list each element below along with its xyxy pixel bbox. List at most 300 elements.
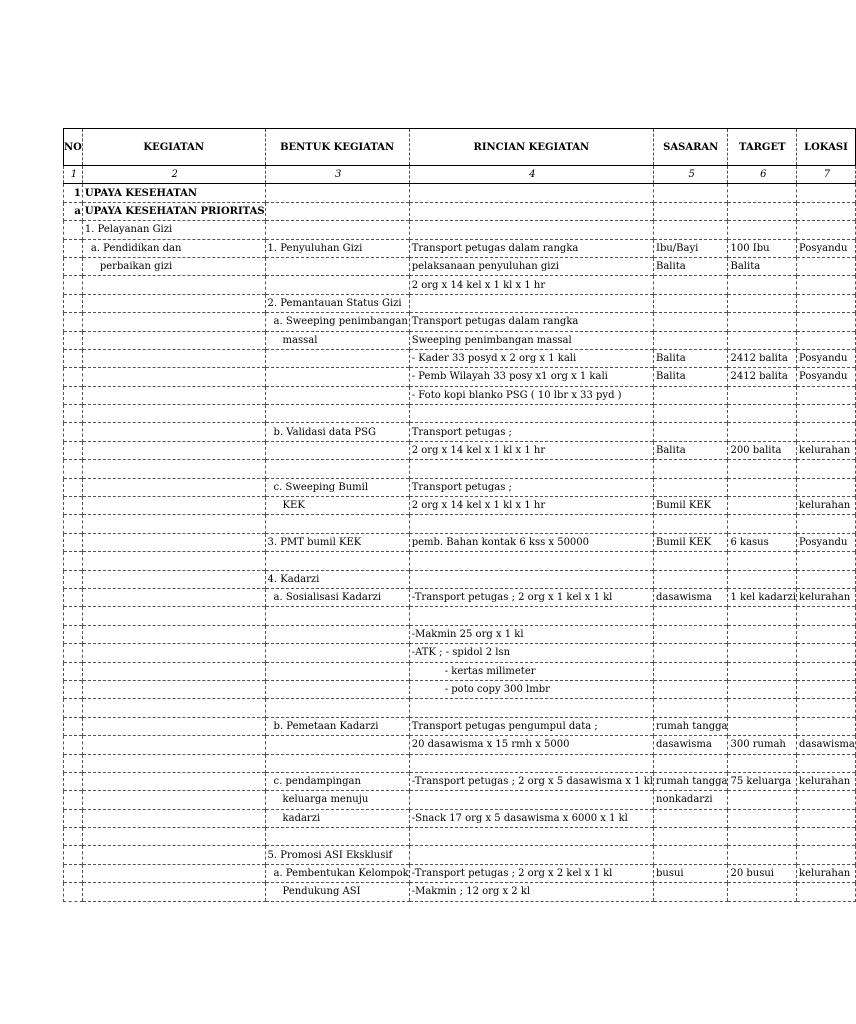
table-row: [64, 552, 856, 570]
cell-rincian: [409, 202, 653, 220]
cell-kegiatan: [82, 294, 265, 312]
cell-lokasi: [797, 478, 856, 496]
cell-rincian: -Makmin 25 org x 1 kl: [409, 625, 653, 643]
cell-no: [64, 828, 83, 846]
table-row: [64, 717, 856, 735]
cell-sasaran: [654, 313, 728, 331]
cell-no: 1: [64, 184, 83, 202]
cell-sasaran: dasawisma: [654, 736, 728, 754]
cell-kegiatan: [82, 533, 265, 551]
cell-bentuk: 5. Promosi ASI Eksklusif: [265, 846, 409, 864]
cell-no: [64, 533, 83, 551]
cell-bentuk: a. Pembentukan Kelompok: [265, 864, 409, 882]
table-row: [64, 202, 856, 220]
cell-sasaran: [654, 570, 728, 588]
cell-kegiatan: perbaikan gizi: [82, 257, 265, 275]
cell-target: [728, 699, 797, 717]
cell-no: [64, 405, 83, 423]
table-row: [64, 883, 856, 901]
cell-target: 20 busui: [728, 864, 797, 882]
cell-kegiatan: [82, 828, 265, 846]
cell-lokasi: [797, 276, 856, 294]
cell-kegiatan: [82, 680, 265, 698]
cell-lokasi: [797, 625, 856, 643]
cell-lokasi: [797, 423, 856, 441]
cell-target: [728, 386, 797, 404]
cell-kegiatan: [82, 515, 265, 533]
cell-bentuk: massal: [265, 331, 409, 349]
cell-no: [64, 239, 83, 257]
cell-rincian: [409, 846, 653, 864]
cell-sasaran: Balita: [654, 368, 728, 386]
cell-kegiatan: [82, 478, 265, 496]
cell-bentuk: [265, 662, 409, 680]
cell-sasaran: Balita: [654, 441, 728, 459]
cell-kegiatan: [82, 405, 265, 423]
cell-target: [728, 478, 797, 496]
cell-kegiatan: [82, 883, 265, 901]
cell-lokasi: [797, 883, 856, 901]
cell-target: 100 Ibu: [728, 239, 797, 257]
cell-sasaran: [654, 552, 728, 570]
cell-target: [728, 331, 797, 349]
cell-no: [64, 588, 83, 606]
cell-kegiatan: [82, 460, 265, 478]
cell-bentuk: b. Pemetaan Kadarzi: [265, 717, 409, 735]
cell-no: [64, 221, 83, 239]
cell-no: [64, 331, 83, 349]
header-row: [64, 129, 856, 166]
cell-lokasi: [797, 662, 856, 680]
cell-no: [64, 257, 83, 275]
cell-bentuk: [265, 276, 409, 294]
column-number: 1: [64, 166, 83, 184]
column-number: 3: [265, 166, 409, 184]
cell-rincian: Transport petugas dalam rangka: [409, 239, 653, 257]
cell-target: 75 keluarga: [728, 772, 797, 790]
cell-sasaran: nonkadarzi: [654, 791, 728, 809]
cell-no: [64, 515, 83, 533]
cell-no: [64, 717, 83, 735]
cell-no: [64, 313, 83, 331]
table-row: [64, 313, 856, 331]
cell-rincian: [409, 460, 653, 478]
cell-target: [728, 809, 797, 827]
cell-target: [728, 221, 797, 239]
cell-bentuk: [265, 441, 409, 459]
table-row: [64, 754, 856, 772]
cell-kegiatan: [82, 699, 265, 717]
table-row: [64, 460, 856, 478]
cell-sasaran: [654, 331, 728, 349]
cell-target: [728, 625, 797, 643]
cell-lokasi: [797, 460, 856, 478]
cell-sasaran: [654, 754, 728, 772]
cell-rincian: -Transport petugas ; 2 org x 2 kel x 1 kl: [409, 864, 653, 882]
table-row: [64, 405, 856, 423]
cell-lokasi: [797, 515, 856, 533]
cell-lokasi: [797, 699, 856, 717]
cell-rincian: [409, 828, 653, 846]
table-row: [64, 809, 856, 827]
cell-sasaran: [654, 202, 728, 220]
cell-sasaran: [654, 276, 728, 294]
cell-target: [728, 423, 797, 441]
cell-rincian: Transport petugas pengumpul data ;: [409, 717, 653, 735]
cell-lokasi: kelurahan: [797, 588, 856, 606]
cell-kegiatan: [82, 570, 265, 588]
cell-target: [728, 662, 797, 680]
table-row: [64, 846, 856, 864]
cell-bentuk: 4. Kadarzi: [265, 570, 409, 588]
cell-kegiatan: [82, 276, 265, 294]
cell-no: [64, 368, 83, 386]
cell-target: [728, 405, 797, 423]
cell-sasaran: [654, 423, 728, 441]
cell-rincian: [409, 294, 653, 312]
column-number: 7: [797, 166, 856, 184]
cell-lokasi: [797, 405, 856, 423]
cell-kegiatan: [82, 386, 265, 404]
cell-bentuk: [265, 607, 409, 625]
cell-kegiatan: [82, 662, 265, 680]
cell-rincian: [409, 221, 653, 239]
cell-target: [728, 276, 797, 294]
cell-no: [64, 883, 83, 901]
cell-target: [728, 680, 797, 698]
cell-target: [728, 644, 797, 662]
activity-table: [63, 128, 856, 902]
cell-bentuk: keluarga menuju: [265, 791, 409, 809]
cell-rincian: - Foto kopi blanko PSG ( 10 lbr x 33 pyd ): [409, 386, 653, 404]
cell-sasaran: rumah tangga: [654, 772, 728, 790]
cell-sasaran: [654, 846, 728, 864]
table-row: [64, 423, 856, 441]
cell-rincian: Transport petugas dalam rangka: [409, 313, 653, 331]
cell-no: [64, 386, 83, 404]
cell-rincian: 2 org x 14 kel x 1 kl x 1 hr: [409, 497, 653, 515]
cell-sasaran: rumah tangga: [654, 717, 728, 735]
cell-rincian: Transport petugas ;: [409, 423, 653, 441]
cell-rincian: 2 org x 14 kel x 1 kl x 1 hr: [409, 441, 653, 459]
cell-rincian: 20 dasawisma x 15 rmh x 5000: [409, 736, 653, 754]
table-row: [64, 680, 856, 698]
cell-kegiatan: [82, 772, 265, 790]
cell-bentuk: 3. PMT bumil KEK: [265, 533, 409, 551]
cell-target: [728, 552, 797, 570]
cell-bentuk: [265, 828, 409, 846]
cell-target: [728, 791, 797, 809]
cell-rincian: - poto copy 300 lmbr: [409, 680, 653, 698]
table-row: [64, 699, 856, 717]
cell-rincian: 2 org x 14 kel x 1 kl x 1 hr: [409, 276, 653, 294]
cell-bentuk: [265, 386, 409, 404]
table-body: [64, 129, 856, 902]
cell-no: [64, 497, 83, 515]
cell-no: [64, 680, 83, 698]
cell-sasaran: [654, 662, 728, 680]
cell-bentuk: [265, 202, 409, 220]
cell-lokasi: [797, 552, 856, 570]
cell-lokasi: [797, 680, 856, 698]
table-row: [64, 736, 856, 754]
cell-rincian: [409, 791, 653, 809]
cell-sasaran: [654, 625, 728, 643]
cell-kegiatan: [82, 588, 265, 606]
cell-sasaran: Balita: [654, 349, 728, 367]
cell-kegiatan: [82, 423, 265, 441]
cell-no: [64, 441, 83, 459]
cell-target: Balita: [728, 257, 797, 275]
cell-bentuk: c. pendampingan: [265, 772, 409, 790]
cell-no: a: [64, 202, 83, 220]
cell-kegiatan: [82, 846, 265, 864]
cell-lokasi: kelurahan: [797, 864, 856, 882]
cell-lokasi: [797, 570, 856, 588]
cell-bentuk: c. Sweeping Bumil: [265, 478, 409, 496]
cell-kegiatan: [82, 864, 265, 882]
cell-no: [64, 809, 83, 827]
cell-no: [64, 276, 83, 294]
cell-kegiatan: UPAYA KESEHATAN: [82, 184, 265, 202]
cell-no: [64, 699, 83, 717]
cell-lokasi: [797, 607, 856, 625]
table-row: [64, 588, 856, 606]
cell-lokasi: Posyandu: [797, 533, 856, 551]
cell-bentuk: [265, 699, 409, 717]
cell-no: [64, 478, 83, 496]
cell-bentuk: 1. Penyuluhan Gizi: [265, 239, 409, 257]
cell-lokasi: [797, 644, 856, 662]
cell-sasaran: [654, 221, 728, 239]
cell-lokasi: Posyandu: [797, 239, 856, 257]
cell-target: [728, 883, 797, 901]
cell-target: 1 kel kadarzi: [728, 588, 797, 606]
cell-no: [64, 423, 83, 441]
column-number: 5: [654, 166, 728, 184]
cell-bentuk: [265, 221, 409, 239]
cell-kegiatan: [82, 809, 265, 827]
cell-target: 200 balita: [728, 441, 797, 459]
cell-sasaran: [654, 386, 728, 404]
column-number: 2: [82, 166, 265, 184]
header-target: TARGET: [728, 129, 797, 166]
table-row: [64, 864, 856, 882]
table-row: [64, 368, 856, 386]
cell-sasaran: [654, 405, 728, 423]
cell-no: [64, 791, 83, 809]
cell-lokasi: [797, 809, 856, 827]
cell-target: [728, 607, 797, 625]
cell-kegiatan: [82, 607, 265, 625]
table-row: [64, 478, 856, 496]
table-row: [64, 276, 856, 294]
cell-no: [64, 846, 83, 864]
cell-sasaran: dasawisma: [654, 588, 728, 606]
table-row: [64, 239, 856, 257]
cell-bentuk: [265, 349, 409, 367]
table-row: [64, 772, 856, 790]
cell-no: [64, 607, 83, 625]
cell-kegiatan: [82, 349, 265, 367]
cell-lokasi: kelurahan: [797, 497, 856, 515]
cell-target: [728, 497, 797, 515]
cell-rincian: [409, 570, 653, 588]
cell-target: 6 kasus: [728, 533, 797, 551]
cell-kegiatan: [82, 644, 265, 662]
cell-lokasi: [797, 828, 856, 846]
table-row: [64, 662, 856, 680]
cell-sasaran: [654, 184, 728, 202]
cell-bentuk: b. Validasi data PSG: [265, 423, 409, 441]
cell-lokasi: [797, 313, 856, 331]
cell-bentuk: [265, 680, 409, 698]
cell-sasaran: [654, 828, 728, 846]
table-row: [64, 331, 856, 349]
cell-no: [64, 644, 83, 662]
table-row: [64, 515, 856, 533]
cell-target: 300 rumah: [728, 736, 797, 754]
table-row: [64, 625, 856, 643]
cell-lokasi: Posyandu: [797, 349, 856, 367]
cell-kegiatan: [82, 331, 265, 349]
cell-sasaran: Bumil KEK: [654, 533, 728, 551]
cell-lokasi: [797, 754, 856, 772]
cell-bentuk: [265, 257, 409, 275]
cell-no: [64, 570, 83, 588]
cell-no: [64, 736, 83, 754]
cell-lokasi: [797, 294, 856, 312]
cell-sasaran: [654, 699, 728, 717]
cell-sasaran: [654, 809, 728, 827]
cell-lokasi: Posyandu: [797, 368, 856, 386]
table-row: [64, 441, 856, 459]
cell-rincian: -ATK ; - spidol 2 lsn: [409, 644, 653, 662]
cell-no: [64, 772, 83, 790]
cell-rincian: [409, 405, 653, 423]
header-sasaran: SASARAN: [654, 129, 728, 166]
cell-no: [64, 754, 83, 772]
cell-bentuk: [265, 460, 409, 478]
table-row: [64, 349, 856, 367]
cell-no: [64, 294, 83, 312]
cell-rincian: [409, 607, 653, 625]
cell-target: [728, 294, 797, 312]
cell-no: [64, 625, 83, 643]
cell-sasaran: [654, 607, 728, 625]
cell-kegiatan: [82, 497, 265, 515]
cell-bentuk: a. Sosialisasi Kadarzi: [265, 588, 409, 606]
table-row: [64, 791, 856, 809]
cell-rincian: [409, 699, 653, 717]
cell-kegiatan: UPAYA KESEHATAN PRIORITAS: [82, 202, 265, 220]
cell-bentuk: [265, 368, 409, 386]
cell-kegiatan: 1. Pelayanan Gizi: [82, 221, 265, 239]
cell-no: [64, 864, 83, 882]
cell-rincian: - Pemb Wilayah 33 posy x1 org x 1 kali: [409, 368, 653, 386]
cell-rincian: -Transport petugas ; 2 org x 5 dasawisma x 1 kl: [409, 772, 653, 790]
cell-kegiatan: [82, 552, 265, 570]
table-row: [64, 644, 856, 662]
cell-bentuk: Pendukung ASI: [265, 883, 409, 901]
header-lokasi: LOKASI: [797, 129, 856, 166]
cell-lokasi: kelurahan: [797, 441, 856, 459]
cell-no: [64, 552, 83, 570]
cell-sasaran: Bumil KEK: [654, 497, 728, 515]
cell-lokasi: [797, 221, 856, 239]
table-row: [64, 386, 856, 404]
cell-target: [728, 184, 797, 202]
cell-sasaran: [654, 294, 728, 312]
cell-kegiatan: [82, 368, 265, 386]
column-number: 4: [409, 166, 653, 184]
cell-bentuk: [265, 515, 409, 533]
cell-bentuk: KEK: [265, 497, 409, 515]
cell-rincian: Transport petugas ;: [409, 478, 653, 496]
cell-lokasi: [797, 184, 856, 202]
cell-target: [728, 313, 797, 331]
cell-bentuk: [265, 405, 409, 423]
cell-sasaran: [654, 515, 728, 533]
cell-rincian: pemb. Bahan kontak 6 kss x 50000: [409, 533, 653, 551]
cell-rincian: [409, 515, 653, 533]
cell-target: [728, 570, 797, 588]
cell-kegiatan: a. Pendidikan dan: [82, 239, 265, 257]
column-number-row: [64, 166, 856, 184]
cell-target: [728, 515, 797, 533]
cell-lokasi: dasawisma: [797, 736, 856, 754]
cell-rincian: [409, 754, 653, 772]
table-row: [64, 497, 856, 515]
cell-rincian: Sweeping penimbangan massal: [409, 331, 653, 349]
cell-kegiatan: [82, 717, 265, 735]
cell-lokasi: [797, 791, 856, 809]
cell-no: [64, 662, 83, 680]
cell-no: [64, 349, 83, 367]
cell-target: 2412 balita: [728, 349, 797, 367]
cell-bentuk: [265, 625, 409, 643]
cell-target: [728, 846, 797, 864]
cell-kegiatan: [82, 736, 265, 754]
cell-sasaran: [654, 478, 728, 496]
cell-lokasi: [797, 257, 856, 275]
cell-rincian: - Kader 33 posyd x 2 org x 1 kali: [409, 349, 653, 367]
cell-sasaran: [654, 460, 728, 478]
table-row: [64, 570, 856, 588]
cell-no: [64, 460, 83, 478]
table-row: [64, 184, 856, 202]
column-number: 6: [728, 166, 797, 184]
cell-lokasi: [797, 331, 856, 349]
cell-kegiatan: [82, 791, 265, 809]
cell-sasaran: [654, 644, 728, 662]
header-rincian-kegiatan: RINCIAN KEGIATAN: [409, 129, 653, 166]
cell-target: 2412 balita: [728, 368, 797, 386]
cell-bentuk: [265, 552, 409, 570]
table-row: [64, 257, 856, 275]
cell-kegiatan: [82, 313, 265, 331]
cell-rincian: -Makmin ; 12 org x 2 kl: [409, 883, 653, 901]
table-row: [64, 221, 856, 239]
cell-rincian: - kertas milimeter: [409, 662, 653, 680]
cell-bentuk: kadarzi: [265, 809, 409, 827]
cell-target: [728, 717, 797, 735]
cell-kegiatan: [82, 754, 265, 772]
cell-rincian: -Transport petugas ; 2 org x 1 kel x 1 kl: [409, 588, 653, 606]
cell-rincian: [409, 184, 653, 202]
table-row: [64, 828, 856, 846]
table-row: [64, 533, 856, 551]
